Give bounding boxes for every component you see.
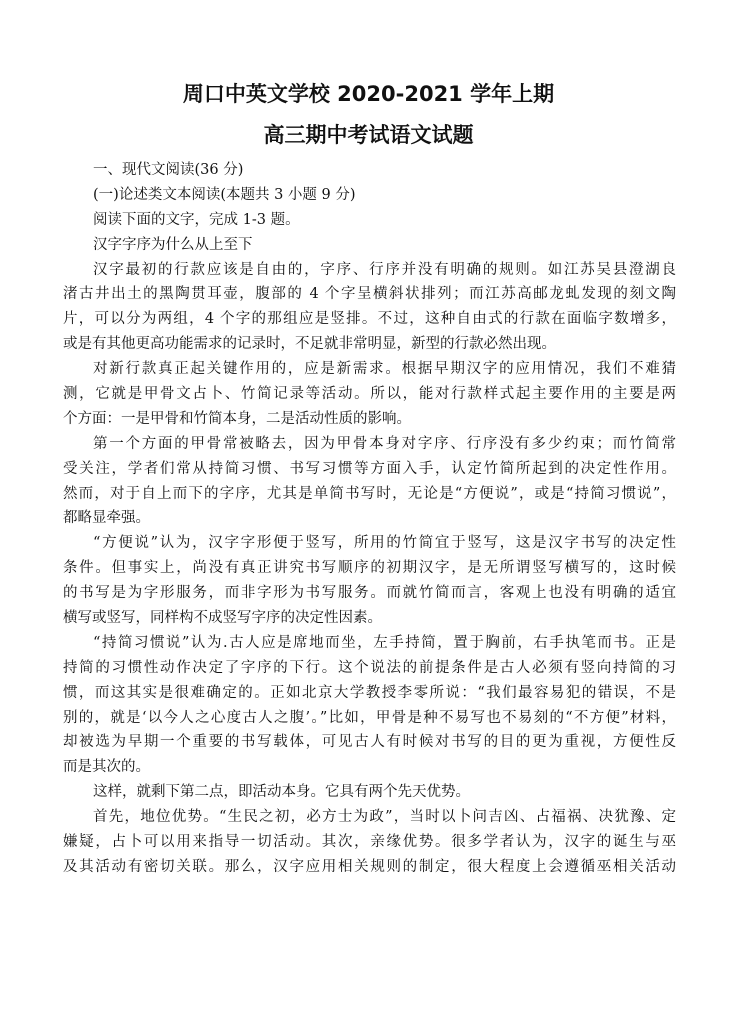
text-line: 受关注，学者们常从持简习惯、书写习惯等方面入手，认定竹简所起到的决定性作用。 — [63, 460, 676, 477]
text-line: 持简的习惯性动作决定了字序的下行。这个说法的前提条件是古人必须有竖向持简的习 — [63, 659, 676, 676]
text-line: 汉字字序为什么从上至下 — [93, 236, 253, 253]
text-line: 渚古井出土的黑陶贯耳壶，腹部的 4 个字呈横斜状排列；而江苏高邮龙虬发现的刻文陶 — [63, 286, 676, 303]
text-line: 别的，就是‘以今人之心度古人之腹’。”比如，甲骨是种不易写也不易刻的“不方便”材料， — [63, 709, 676, 726]
text-line: 的书写是为字形服务，而非字形为书写服务。而就竹简而言，客观上也没有明确的适宜 — [63, 585, 676, 602]
text-line: 个方面：一是甲骨和竹简本身，二是活动性质的影响。 — [63, 410, 411, 427]
text-line: 测，它就是甲骨文占卜、竹简记录等活动。所以，能对行款样式起主要作用的主要是两 — [63, 386, 676, 403]
text-line: “持简习惯说”认为.古人应是席地而坐，左手持简，置于胸前，右手执笔而书。正是 — [93, 634, 676, 651]
text-line: 却被选为早期一个重要的书写载体，可见古人有时候对书写的目的更为重视，方便性反 — [63, 734, 676, 751]
text-line: 而是其次的。 — [63, 759, 150, 776]
text-line: 汉字最初的行款应该是自由的，字序、行序并没有明确的规则。如江苏吴县澄湖良 — [93, 261, 676, 278]
text-line: 及其活动有密切关联。那么，汉字应用相关规则的制定，很大程度上会遵循巫相关活动 — [63, 858, 676, 875]
document-subtitle: 高三期中考试语文试题 — [263, 123, 474, 147]
text-line: 惯，而这其实是很难确定的。正如北京大学教授李零所说：“我们最容易犯的错误，不是 — [63, 684, 676, 701]
text-line: 或是有其他更高功能需求的记录时，不足就非常明显，新型的行款必然出现。 — [63, 336, 556, 353]
text-line: 首先，地位优势。“生民之初，必方士为政”，当时以卜问吉凶、占福祸、决犹豫、定 — [93, 809, 676, 826]
text-line: 嫌疑，占卜可以用来指导一切活动。其次，亲缘优势。很多学者认为，汉字的诞生与巫 — [63, 834, 676, 851]
text-line: 都略显牵强。 — [63, 510, 150, 527]
text-line: (一)论述类文本阅读(本题共 3 小题 9 分) — [93, 186, 356, 203]
text-line: 条件。但事实上，尚没有真正讲究书写顺序的初期汉字，是无所谓竖写横写的，这时候 — [63, 560, 676, 577]
document-title: 周口中英文学校 2020-2021 学年上期 — [182, 82, 555, 106]
text-line: 对新行款真正起关键作用的，应是新需求。根据早期汉字的应用情况，我们不难猜 — [93, 361, 676, 378]
text-line: 第一个方面的甲骨常被略去，因为甲骨本身对字序、行序没有多少约束；而竹简常 — [93, 435, 676, 452]
text-line: 横写或竖写，同样构不成竖写字序的决定性因素。 — [63, 610, 382, 627]
text-line: 片，可以分为两组，4 个字的那组应是竖排。不过，这种自由式的行款在面临字数增多， — [63, 311, 676, 328]
text-line: 然而，对于自上而下的字序，尤其是单简书写时，无论是“方便说”，或是“持简习惯说”， — [63, 485, 676, 502]
text-line: 一、现代文阅读(36 分) — [93, 162, 244, 178]
text-line: 阅读下面的文字，完成 1-3 题。 — [93, 211, 300, 228]
text-line: 这样，就剩下第二点，即活动本身。它具有两个先天优势。 — [93, 784, 470, 801]
text-line: “方便说”认为，汉字字形便于竖写，所用的竹简宜于竖写，这是汉字书写的决定性 — [93, 535, 676, 552]
document-body — [63, 158, 676, 880]
